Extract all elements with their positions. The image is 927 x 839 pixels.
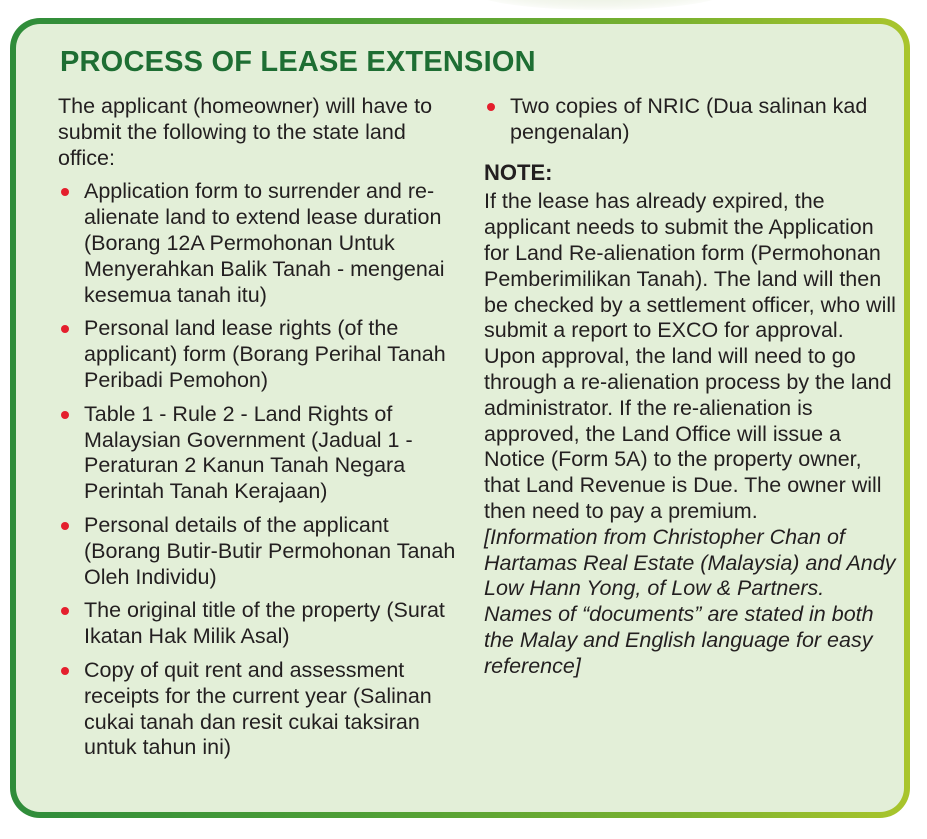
document-list-continued <box>484 94 896 146</box>
info-box-border <box>10 18 910 818</box>
bullet-icon <box>61 188 69 196</box>
left-column <box>58 94 458 769</box>
intro-text: The applicant (homeowner) will have to submit the following to the state land office: <box>58 94 433 170</box>
bullet-icon <box>61 522 69 530</box>
right-column <box>484 94 896 680</box>
document-item-text: Personal land lease rights (of the applicant) form (Borang Perihal Tanah Peribadi Pemohon) <box>84 316 446 392</box>
bullet-icon <box>61 325 69 333</box>
document-item <box>58 598 458 650</box>
decorative-blob <box>470 0 730 10</box>
bullet-icon <box>487 103 495 111</box>
bullet-icon <box>61 667 69 675</box>
document-item-text: Copy of quit rent and assessment receipts for the current year (Salinan cukai tanah dan resit cukai taksiran untuk tahun ini) <box>84 657 432 760</box>
info-box <box>16 24 904 812</box>
source-credit: [Information from Christopher Chan of Hartamas Real Estate (Malaysia) and Andy Low Hann Yong, of Low & Partners. Names of “documents” are stated in both the Malay and English language for easy reference] <box>484 524 896 678</box>
document-item-text: The original title of the property (Surat Ikatan Hak Milik Asal) <box>84 598 445 649</box>
document-item <box>484 94 896 146</box>
document-item-text: Personal details of the applicant (Borang Butir-Butir Permohonan Tanah Oleh Individu) <box>84 512 456 589</box>
document-item <box>58 402 458 505</box>
document-item-text: Application form to surrender and re-alienate land to extend lease duration (Borang 12A Permohonan Untuk Menyerahkan Balik Tanah - mengenai kesemua tanah itu) <box>84 179 445 307</box>
note-body: If the lease has already expired, the applicant needs to submit the Application for Land Re-alienation form (Permohonan Pemberimilikan Tanah). The land will then be checked by a settlement officer, who will submit a report to EXCO for approval. Upon approval, the land will need to go through a re-alienation process by the land administrator. If the re-alienation is approved, the Land Office will issue a Notice (Form 5A) to the property owner, that Land Revenue is Due. The owner will then need to pay a premium. <box>484 189 896 523</box>
note-heading: NOTE: <box>484 159 553 185</box>
bullet-icon <box>61 607 69 615</box>
document-item-text: Table 1 - Rule 2 - Land Rights of Malaysian Government (Jadual 1 - Peraturan 2 Kanun Tanah Negara Perintah Tanah Kerajaan) <box>84 401 413 504</box>
document-item <box>58 658 458 761</box>
box-title: PROCESS OF LEASE EXTENSION <box>60 46 536 78</box>
document-item <box>58 513 458 590</box>
document-item <box>58 316 458 393</box>
bullet-icon <box>61 411 69 419</box>
document-list <box>58 179 458 761</box>
document-item-text: Two copies of NRIC (Dua salinan kad pengenalan) <box>510 94 868 144</box>
document-item <box>58 179 458 308</box>
